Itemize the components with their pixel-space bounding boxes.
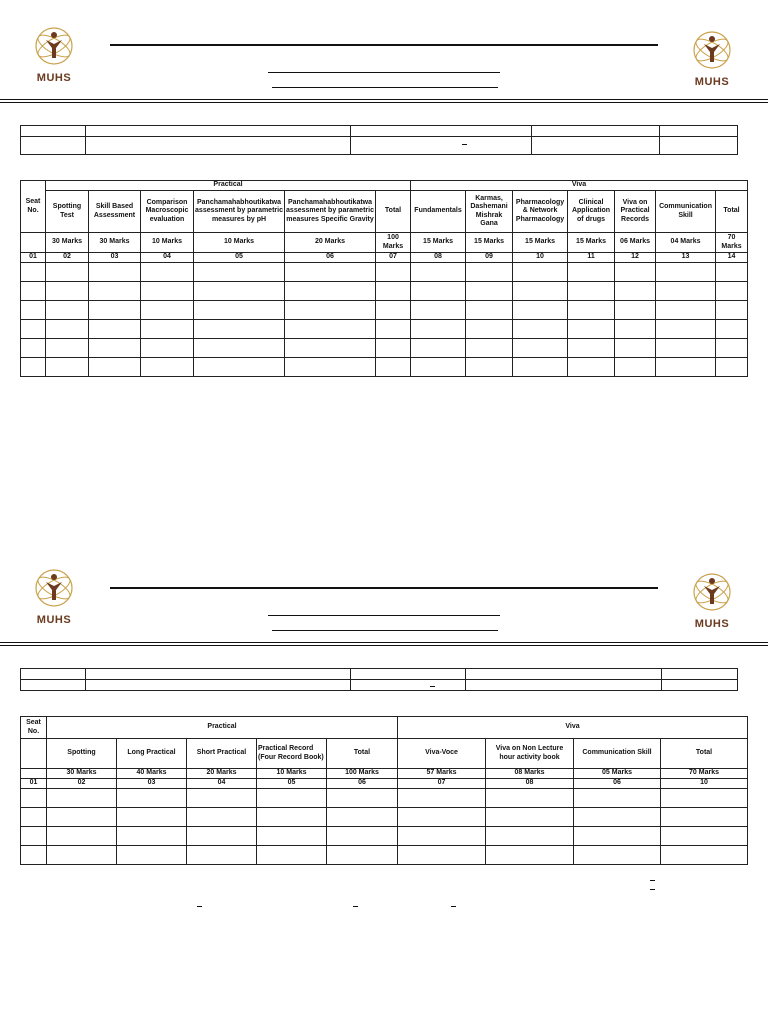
entry-cell[interactable]	[486, 845, 574, 864]
entry-cell[interactable]	[21, 357, 46, 376]
column-number: 08	[411, 253, 466, 263]
entry-cell[interactable]	[574, 845, 661, 864]
entry-cell[interactable]	[46, 281, 89, 300]
info-cell[interactable]	[21, 137, 86, 155]
entry-cell[interactable]	[486, 788, 574, 807]
entry-cell[interactable]	[21, 338, 46, 357]
entry-cell[interactable]	[398, 826, 486, 845]
info-cell[interactable]	[351, 137, 532, 155]
column-number: 14	[716, 253, 748, 263]
entry-cell[interactable]	[486, 826, 574, 845]
info-cell[interactable]	[21, 126, 86, 137]
entry-cell[interactable]	[21, 845, 47, 864]
info-cell[interactable]	[21, 669, 86, 680]
info-cell[interactable]	[351, 669, 466, 680]
marks-cell: 100 Marks	[327, 769, 398, 779]
marks-cell: 06 Marks	[615, 233, 656, 253]
dash-mark	[650, 889, 655, 890]
entry-cell[interactable]	[376, 281, 411, 300]
entry-cell[interactable]	[486, 807, 574, 826]
entry-cell[interactable]	[615, 300, 656, 319]
entry-cell[interactable]	[568, 300, 615, 319]
entry-cell[interactable]	[376, 262, 411, 281]
title-underline	[268, 72, 500, 73]
marks-cell: 70 Marks	[716, 233, 748, 253]
entry-cell[interactable]	[376, 319, 411, 338]
entry-cell[interactable]	[574, 826, 661, 845]
column-number: 05	[257, 779, 327, 789]
entry-cell[interactable]	[656, 357, 716, 376]
entry-cell[interactable]	[716, 262, 748, 281]
practical-group-header: Practical	[46, 181, 411, 191]
candidate-info-table	[20, 125, 738, 155]
info-cell[interactable]	[351, 126, 532, 137]
info-cell[interactable]	[660, 126, 738, 137]
marks-table-2	[20, 716, 748, 865]
table-row	[21, 788, 748, 807]
entry-cell[interactable]	[47, 788, 117, 807]
entry-cell[interactable]	[46, 357, 89, 376]
column-header: Skill Based Assessment	[89, 191, 141, 233]
entry-cell[interactable]	[574, 807, 661, 826]
dash-mark	[197, 906, 202, 907]
column-header: Total	[716, 191, 748, 233]
entry-cell[interactable]	[21, 262, 46, 281]
marks-cell: 30 Marks	[47, 769, 117, 779]
entry-cell[interactable]	[47, 807, 117, 826]
entry-cell[interactable]	[466, 281, 513, 300]
dash-mark	[462, 144, 467, 145]
column-header: Viva-Voce	[398, 739, 486, 769]
column-header: Pharmacology & Network Pharmacology	[513, 191, 568, 233]
column-header: Viva on Practical Records	[615, 191, 656, 233]
marks-cell: 10 Marks	[141, 233, 194, 253]
section-divider	[0, 102, 768, 103]
column-number: 07	[376, 253, 411, 263]
marks-cell: 04 Marks	[656, 233, 716, 253]
entry-cell[interactable]	[194, 357, 285, 376]
entry-cell[interactable]	[194, 319, 285, 338]
entry-cell[interactable]	[615, 319, 656, 338]
entry-cell[interactable]	[398, 845, 486, 864]
logo-text-left: MUHS	[36, 72, 72, 84]
column-header: Spotting	[47, 739, 117, 769]
subtitle-underline	[272, 87, 498, 88]
marks-table-1	[20, 180, 748, 377]
column-number: 03	[117, 779, 187, 789]
column-number: 03	[89, 253, 141, 263]
entry-cell[interactable]	[187, 807, 257, 826]
marks-cell: 15 Marks	[411, 233, 466, 253]
entry-cell[interactable]	[21, 826, 47, 845]
entry-cell[interactable]	[568, 262, 615, 281]
section-divider	[0, 645, 768, 646]
entry-cell[interactable]	[513, 300, 568, 319]
column-number: 04	[187, 779, 257, 789]
entry-cell[interactable]	[21, 319, 46, 338]
entry-cell[interactable]	[327, 788, 398, 807]
entry-cell[interactable]	[513, 262, 568, 281]
column-number: 10	[513, 253, 568, 263]
table-row	[21, 357, 748, 376]
entry-cell[interactable]	[141, 338, 194, 357]
title-underline	[268, 615, 500, 616]
entry-cell[interactable]	[187, 788, 257, 807]
column-number: 10	[661, 779, 748, 789]
column-number: 12	[615, 253, 656, 263]
column-number: 13	[656, 253, 716, 263]
candidate-info-table	[20, 668, 738, 691]
entry-cell[interactable]	[513, 357, 568, 376]
info-cell[interactable]	[351, 680, 466, 691]
column-number: 08	[486, 779, 574, 789]
entry-cell[interactable]	[568, 357, 615, 376]
entry-cell[interactable]	[615, 357, 656, 376]
column-number: 07	[398, 779, 486, 789]
entry-cell[interactable]	[466, 338, 513, 357]
section-divider	[0, 99, 768, 100]
table-row	[21, 845, 748, 864]
entry-cell[interactable]	[376, 300, 411, 319]
entry-cell[interactable]	[89, 262, 141, 281]
entry-cell[interactable]	[411, 338, 466, 357]
column-number: 06	[327, 779, 398, 789]
entry-cell[interactable]	[327, 807, 398, 826]
info-cell[interactable]	[466, 669, 662, 680]
dash-mark	[353, 906, 358, 907]
column-number: 02	[46, 253, 89, 263]
entry-cell[interactable]	[46, 338, 89, 357]
entry-cell[interactable]	[615, 281, 656, 300]
column-header: Total	[376, 191, 411, 233]
marks-cell: 20 Marks	[187, 769, 257, 779]
entry-cell[interactable]	[285, 281, 376, 300]
entry-cell[interactable]	[187, 845, 257, 864]
column-header: Spotting Test	[46, 191, 89, 233]
entry-cell[interactable]	[466, 357, 513, 376]
entry-cell[interactable]	[466, 262, 513, 281]
column-number: 09	[466, 253, 513, 263]
entry-cell[interactable]	[661, 788, 748, 807]
column-number: 11	[568, 253, 615, 263]
column-header: Total	[661, 739, 748, 769]
logo-text-right: MUHS	[694, 618, 730, 630]
logo-text-right: MUHS	[694, 76, 730, 88]
entry-cell[interactable]	[117, 826, 187, 845]
marks-cell: 05 Marks	[574, 769, 661, 779]
entry-cell[interactable]	[656, 300, 716, 319]
marks-cell: 57 Marks	[398, 769, 486, 779]
entry-cell[interactable]	[513, 338, 568, 357]
viva-group-header: Viva	[398, 717, 748, 739]
entry-cell[interactable]	[398, 807, 486, 826]
entry-cell[interactable]	[21, 788, 47, 807]
entry-cell[interactable]	[187, 826, 257, 845]
column-number: 05	[194, 253, 285, 263]
entry-cell[interactable]	[568, 281, 615, 300]
column-header: Communication Skill	[656, 191, 716, 233]
entry-cell[interactable]	[661, 826, 748, 845]
entry-cell[interactable]	[716, 281, 748, 300]
info-cell[interactable]	[662, 680, 738, 691]
table-row	[21, 319, 748, 338]
practical-group-header: Practical	[47, 717, 398, 739]
entry-cell[interactable]	[46, 319, 89, 338]
entry-cell[interactable]	[141, 319, 194, 338]
table-row	[21, 807, 748, 826]
info-cell[interactable]	[86, 680, 351, 691]
entry-cell[interactable]	[661, 807, 748, 826]
dash-mark	[650, 880, 655, 881]
header-rule	[110, 44, 658, 46]
entry-cell[interactable]	[47, 845, 117, 864]
entry-cell[interactable]	[376, 357, 411, 376]
entry-cell[interactable]	[661, 845, 748, 864]
entry-cell[interactable]	[615, 262, 656, 281]
column-header: Clinical Application of drugs	[568, 191, 615, 233]
column-header: Panchamahabhoutikatwa assessment by parametric measures by pH	[194, 191, 285, 233]
marks-cell: 40 Marks	[117, 769, 187, 779]
column-number: 04	[141, 253, 194, 263]
entry-cell[interactable]	[141, 357, 194, 376]
entry-cell[interactable]	[285, 300, 376, 319]
entry-cell[interactable]	[411, 357, 466, 376]
entry-cell[interactable]	[194, 338, 285, 357]
logo-text-left: MUHS	[36, 614, 72, 626]
column-number: 01	[21, 253, 46, 263]
table-row	[21, 338, 748, 357]
entry-cell[interactable]	[89, 357, 141, 376]
info-cell[interactable]	[662, 669, 738, 680]
table-row	[21, 281, 748, 300]
info-cell[interactable]	[532, 126, 660, 137]
entry-cell[interactable]	[117, 807, 187, 826]
column-header: Short Practical	[187, 739, 257, 769]
column-header: Communication Skill	[574, 739, 661, 769]
column-header: Long Practical	[117, 739, 187, 769]
entry-cell[interactable]	[568, 319, 615, 338]
entry-cell[interactable]	[411, 319, 466, 338]
info-cell[interactable]	[466, 680, 662, 691]
column-number: 01	[21, 779, 47, 789]
entry-cell[interactable]	[257, 826, 327, 845]
entry-cell[interactable]	[716, 319, 748, 338]
entry-cell[interactable]	[141, 300, 194, 319]
marks-cell: 15 Marks	[466, 233, 513, 253]
entry-cell[interactable]	[716, 300, 748, 319]
entry-cell[interactable]	[327, 826, 398, 845]
entry-cell[interactable]	[117, 788, 187, 807]
entry-cell[interactable]	[141, 262, 194, 281]
column-header: Viva on Non Lecture hour activity book	[486, 739, 574, 769]
entry-cell[interactable]	[47, 826, 117, 845]
entry-cell[interactable]	[89, 338, 141, 357]
entry-rows-2	[21, 788, 748, 864]
marks-cell: 10 Marks	[257, 769, 327, 779]
dash-mark	[430, 686, 435, 687]
column-header: Fundamentals	[411, 191, 466, 233]
entry-cell[interactable]	[716, 357, 748, 376]
entry-cell[interactable]	[327, 845, 398, 864]
entry-cell[interactable]	[656, 262, 716, 281]
entry-cell[interactable]	[194, 281, 285, 300]
entry-cell[interactable]	[194, 262, 285, 281]
column-header: Panchamahabhoutikatwa assessment by parametric measures Specific Gravity	[285, 191, 376, 233]
entry-cell[interactable]	[411, 281, 466, 300]
table-row	[21, 262, 748, 281]
viva-group-header: Viva	[411, 181, 748, 191]
entry-cell[interactable]	[46, 300, 89, 319]
entry-cell[interactable]	[376, 338, 411, 357]
entry-cell[interactable]	[89, 300, 141, 319]
entry-cell[interactable]	[656, 319, 716, 338]
entry-cell[interactable]	[513, 319, 568, 338]
subtitle-underline	[272, 630, 498, 631]
entry-cell[interactable]	[466, 300, 513, 319]
entry-cell[interactable]	[615, 338, 656, 357]
info-cell[interactable]	[86, 137, 351, 155]
entry-cell[interactable]	[46, 262, 89, 281]
entry-cell[interactable]	[568, 338, 615, 357]
entry-cell[interactable]	[21, 807, 47, 826]
entry-cell[interactable]	[466, 319, 513, 338]
entry-cell[interactable]	[21, 300, 46, 319]
entry-cell[interactable]	[21, 281, 46, 300]
marks-cell: 10 Marks	[194, 233, 285, 253]
info-cell[interactable]	[86, 126, 351, 137]
entry-cell[interactable]	[656, 338, 716, 357]
entry-cell[interactable]	[257, 845, 327, 864]
marks-cell	[21, 233, 46, 253]
entry-cell[interactable]	[285, 338, 376, 357]
marks-cell: 70 Marks	[661, 769, 748, 779]
column-number: 02	[47, 779, 117, 789]
marks-cell: 15 Marks	[568, 233, 615, 253]
entry-cell[interactable]	[89, 319, 141, 338]
dash-mark	[451, 906, 456, 907]
table-row	[21, 300, 748, 319]
entry-cell[interactable]	[513, 281, 568, 300]
info-cell[interactable]	[86, 669, 351, 680]
column-header	[21, 739, 47, 769]
marks-cell: 30 Marks	[89, 233, 141, 253]
entry-cell[interactable]	[574, 788, 661, 807]
column-number: 06	[574, 779, 661, 789]
marks-cell: 20 Marks	[285, 233, 376, 253]
table-row	[21, 826, 748, 845]
entry-cell[interactable]	[285, 262, 376, 281]
seat-no-header: Seat No.	[21, 717, 47, 739]
info-cell[interactable]	[660, 137, 738, 155]
header-rule	[110, 587, 658, 589]
entry-cell[interactable]	[117, 845, 187, 864]
entry-cell[interactable]	[398, 788, 486, 807]
marks-cell: 15 Marks	[513, 233, 568, 253]
entry-cell[interactable]	[141, 281, 194, 300]
entry-cell[interactable]	[194, 300, 285, 319]
marks-cell	[21, 769, 47, 779]
column-header: Practical Record (Four Record Book)	[257, 739, 327, 769]
marks-cell: 100 Marks	[376, 233, 411, 253]
entry-cell[interactable]	[89, 281, 141, 300]
entry-cell[interactable]	[411, 300, 466, 319]
entry-cell[interactable]	[656, 281, 716, 300]
entry-cell[interactable]	[257, 807, 327, 826]
entry-rows-1	[21, 262, 748, 376]
entry-cell[interactable]	[411, 262, 466, 281]
info-cell[interactable]	[21, 680, 86, 691]
column-header: Comparison Macroscopic evaluation	[141, 191, 194, 233]
entry-cell[interactable]	[285, 357, 376, 376]
column-header: Karmas, Dashemani Mishrak Gana	[466, 191, 513, 233]
column-number: 06	[285, 253, 376, 263]
entry-cell[interactable]	[285, 319, 376, 338]
marks-cell: 30 Marks	[46, 233, 89, 253]
marks-cell: 08 Marks	[486, 769, 574, 779]
entry-cell[interactable]	[257, 788, 327, 807]
entry-cell[interactable]	[716, 338, 748, 357]
section-divider	[0, 642, 768, 643]
column-header: Total	[327, 739, 398, 769]
info-cell[interactable]	[532, 137, 660, 155]
seat-no-header: Seat No.	[21, 181, 46, 233]
